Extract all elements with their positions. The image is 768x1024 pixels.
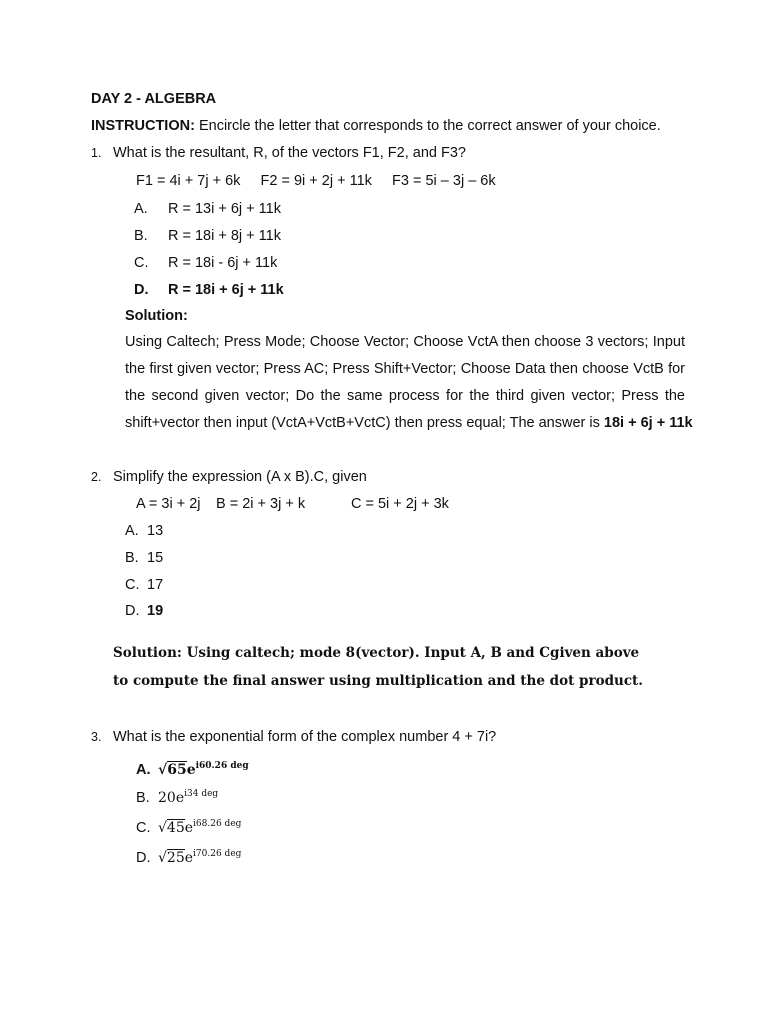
choice-text: 15 [147, 550, 164, 566]
q1-solution-answer: 18i + 6j + 11k [603, 415, 693, 431]
exp-base: e [186, 762, 196, 778]
question-3-text: What is the exponential form of the complex number 4 + 7i? [113, 729, 497, 745]
question-1-number: 1. [91, 146, 102, 160]
radicand: 25 [166, 850, 185, 866]
choice-text: R = 18i + 8j + 11k [168, 228, 281, 244]
choice-letter: D. [125, 603, 140, 619]
choice-letter: A. [136, 762, 151, 778]
exponent: i34 deg [184, 789, 219, 799]
choice-letter: C. [134, 255, 149, 271]
choice-letter: A. [134, 201, 148, 217]
question-2 [91, 468, 367, 486]
radicand: 45 [166, 820, 185, 836]
choice-letter: A. [125, 523, 139, 539]
exp-base: e [184, 850, 194, 866]
question-1 [91, 144, 466, 162]
exponent: i60.26 deg [195, 761, 249, 771]
q2-given-b: B = 2i + 3j + k [216, 496, 306, 512]
q1-solution-line: shift+vector then input (VctA+VctB+VctC) then press equal; The answer is [125, 415, 600, 431]
choice-text: R = 18i - 6j + 11k [168, 255, 278, 271]
exponent: i70.26 deg [193, 849, 242, 859]
q1-choice-b[interactable] [134, 227, 281, 245]
exp-base: e [175, 790, 185, 806]
q2-choice-c[interactable] [125, 576, 163, 594]
q1-solution-last-line [125, 414, 693, 432]
instruction-label: INSTRUCTION: [91, 118, 195, 134]
choice-text: 13 [147, 523, 164, 539]
q2-given-a: A = 3i + 2j [136, 496, 201, 512]
choice-text: 17 [147, 577, 164, 593]
coefficient: 20 [158, 790, 176, 806]
question-1-text: What is the resultant, R, of the vectors F1, F2, and F3? [113, 145, 466, 161]
question-2-text: Simplify the expression (A x B).C, given [113, 469, 367, 485]
q1-solution-line: Using Caltech; Press Mode; Choose Vector; Choose VctA then choose 3 vectors; Input [125, 334, 685, 350]
question-1-given: F1 = 4i + 7j + 6k F2 = 9i + 2j + 11k F3 = 5i – 3j – 6k [136, 173, 496, 189]
question-3-number: 3. [91, 730, 102, 744]
choice-letter: D. [134, 282, 149, 298]
sqrt-icon: √ [158, 850, 167, 866]
q1-solution-line: the second given vector; Do the same process for the third given vector; Press the [125, 388, 685, 404]
q2-choice-a[interactable] [125, 522, 163, 540]
choice-letter: B. [125, 550, 139, 566]
q1-choice-a[interactable] [134, 200, 281, 218]
sqrt-icon: √ [158, 762, 168, 778]
choice-letter: B. [136, 790, 150, 806]
question-3 [91, 728, 496, 746]
q2-choice-b[interactable] [125, 549, 163, 567]
choice-text: R = 13i + 6j + 11k [168, 201, 281, 217]
q1-solution-line: the first given vector; Press AC; Press Shift+Vector; Choose Data then choose VctB for [125, 361, 685, 377]
q1-choice-d[interactable] [134, 281, 284, 299]
q1-solution-label: Solution: [125, 308, 188, 324]
instruction-text: Encircle the letter that corresponds to the correct answer of your choice. [198, 118, 661, 134]
q3-choice-c[interactable] [136, 815, 241, 837]
choice-letter: C. [125, 577, 140, 593]
q2-solution-line-1: Solution: Using caltech; mode 8(vector). Input A, B and Cgiven above [113, 645, 640, 661]
q3-choice-b[interactable] [136, 785, 218, 807]
q2-solution-line-2: to compute the final answer using multiplication and the dot product. [113, 673, 643, 689]
choice-text: R = 18i + 6j + 11k [168, 282, 284, 298]
instruction [91, 117, 661, 135]
q3-choice-d[interactable] [136, 845, 241, 867]
sqrt-icon: √ [158, 820, 167, 836]
exp-base: e [184, 820, 194, 836]
q2-given-c: C = 5i + 2j + 3k [351, 496, 449, 512]
page-title: DAY 2 - ALGEBRA [91, 91, 217, 107]
choice-text: 19 [147, 603, 164, 619]
radicand: 65 [167, 762, 187, 778]
choice-letter: C. [136, 820, 151, 836]
q2-choice-d[interactable] [125, 602, 163, 620]
q3-choice-a[interactable] [136, 757, 249, 779]
question-2-number: 2. [91, 470, 102, 484]
choice-letter: B. [134, 228, 148, 244]
exponent: i68.26 deg [193, 819, 242, 829]
choice-letter: D. [136, 850, 151, 866]
q1-choice-c[interactable] [134, 254, 277, 272]
